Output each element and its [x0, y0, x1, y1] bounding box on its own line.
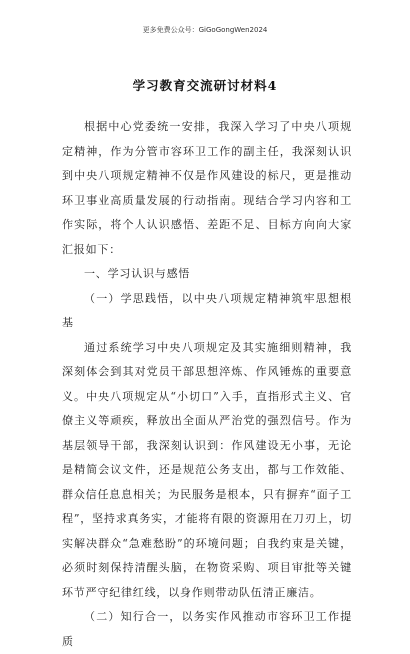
subsection-heading-2: （二）知行合一，以务实作风推动市容环卫工作提质 — [62, 610, 352, 648]
body-paragraph-1: 通过系统学习中央八项规定及其实施细则精神，我深刻体会到其对党员干部思想淬炼、作风锤炼的重要意义。中央八项规定从“小切口”入手，直指形式主义、官僚主义等顽疾，释放出全面从严治党的强烈信号。作为基层领导干部，我深刻认识到：作风建设无小事，无论是精简会议文件，还是规范公务支出，都与工作效能、群众信任息息相关；为民服务是根本，只有摒弃“面子工程”，坚持求真务实，才能将有限的资源用在刀刃上，切实解决群众“急难愁盼”的环境问题；自我约束是关键，必须时刻保持清醒头脑，在物资采购、项目审批等关键环节严守纪律红线，以身作则带动队伍清正廉洁。 — [62, 340, 352, 599]
section-heading-1: 一、学习认识与感悟 — [84, 267, 191, 280]
intro-paragraph: 根据中心党委统一安排，我深入学习了中央八项规定精神，作为分管市容环卫工作的副主任，我深刻认识到中央八项规定精神不仅是作风建设的标尺，更是推动环卫事业高质量发展的行动指南。现结合学习内容和工作实际，将个人认识感悟、差距不足、目标方向向大家汇报如下： — [62, 120, 352, 256]
subsection-heading-1: （一）学思践悟，以中央八项规定精神筑牢思想根基 — [62, 291, 352, 329]
document-title: 学习教育交流研讨材料4 — [132, 78, 278, 93]
document-body — [62, 115, 352, 654]
header-note: 更多免费公众号：GiGoGongWen2024 — [142, 26, 268, 34]
